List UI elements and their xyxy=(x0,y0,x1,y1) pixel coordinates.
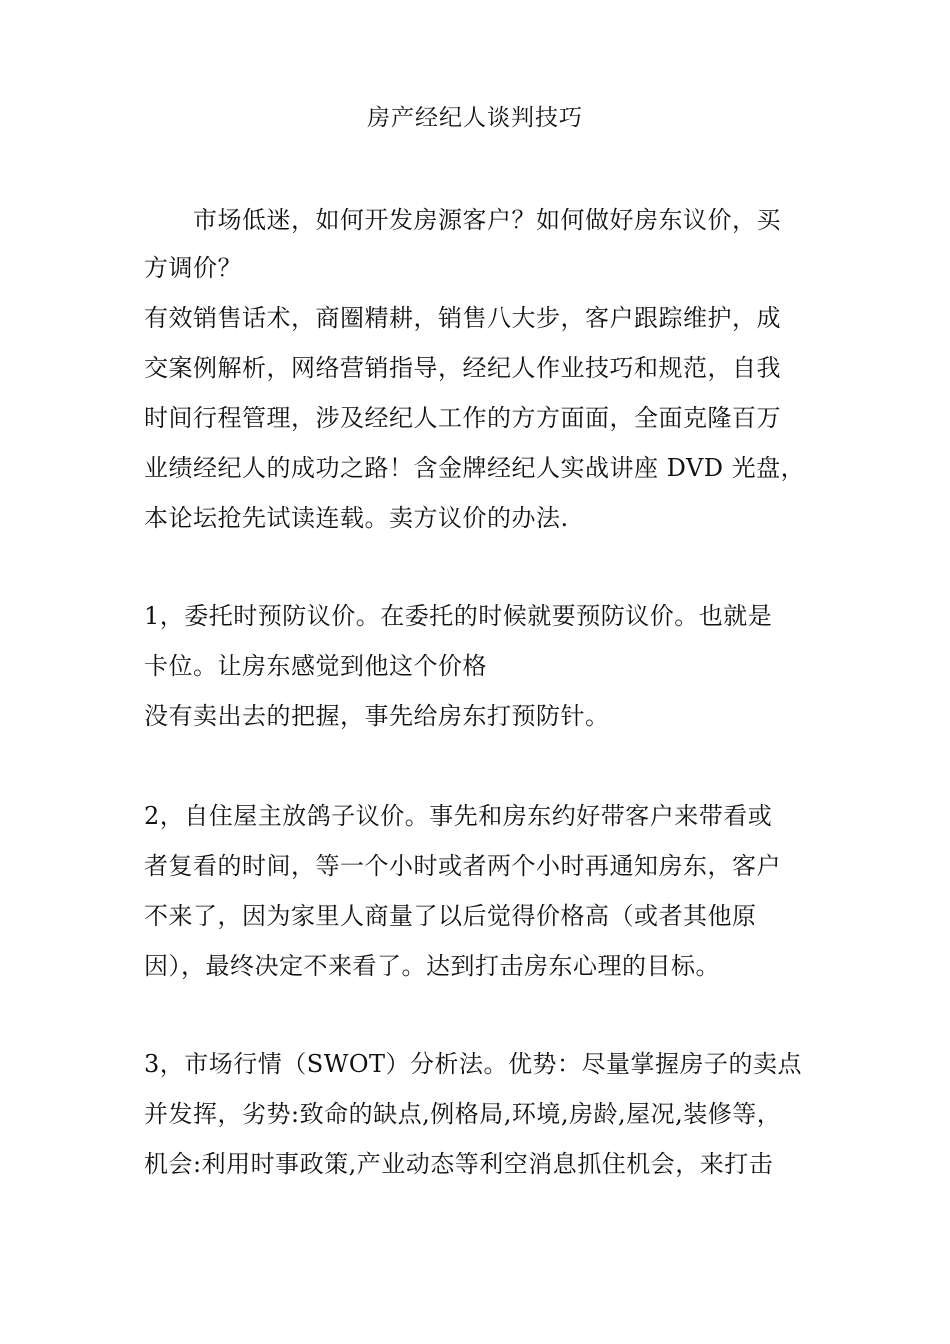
summary-line-2: 交案例解析，网络营销指导，经纪人作业技巧和规范，自我 xyxy=(144,354,781,382)
document-title: 房产经纪人谈判技巧 xyxy=(367,105,583,131)
summary-line-3: 时间行程管理，涉及经纪人工作的方方面面，全面克隆百万 xyxy=(144,404,781,432)
point-2-line-1: 2，自住屋主放鸽子议价。事先和房东约好带客户来带看或 xyxy=(144,802,773,830)
point-1-line-2: 卡位。让房东感觉到他这个价格 xyxy=(144,652,487,680)
point-1-line-3: 没有卖出去的把握，事先给房东打预防针。 xyxy=(144,702,610,730)
point-2-line-2: 者复看的时间，等一个小时或者两个小时再通知房东，客户 xyxy=(144,852,781,880)
point-2-line-4: 因），最终决定不来看了。达到打击房东心理的目标。 xyxy=(144,952,720,980)
summary-line-4: 业绩经纪人的成功之路！含金牌经纪人实战讲座 DVD 光盘， xyxy=(144,454,806,482)
point-3-line-2: 并发挥，劣势:致命的缺点,例格局,环境,房龄,屋况,装修等， xyxy=(144,1100,782,1128)
summary-line-5: 本论坛抢先试读连载。卖方议价的办法. xyxy=(144,504,569,532)
point-3-line-1: 3，市场行情（SWOT）分析法。优势：尽量掌握房子的卖点 xyxy=(144,1050,803,1078)
point-3-line-3: 机会:利用时事政策,产业动态等利空消息抓住机会，来打击 xyxy=(144,1150,774,1178)
intro-line-1: 市场低迷，如何开发房源客户？如何做好房东议价，买 xyxy=(193,206,781,234)
intro-line-2: 方调价？ xyxy=(144,254,242,282)
point-1-line-1: 1，委托时预防议价。在委托的时候就要预防议价。也就是 xyxy=(144,602,773,630)
summary-line-1: 有效销售话术，商圈精耕，销售八大步，客户跟踪维护，成 xyxy=(144,304,781,332)
point-2-line-3: 不来了，因为家里人商量了以后觉得价格高（或者其他原 xyxy=(144,902,757,930)
